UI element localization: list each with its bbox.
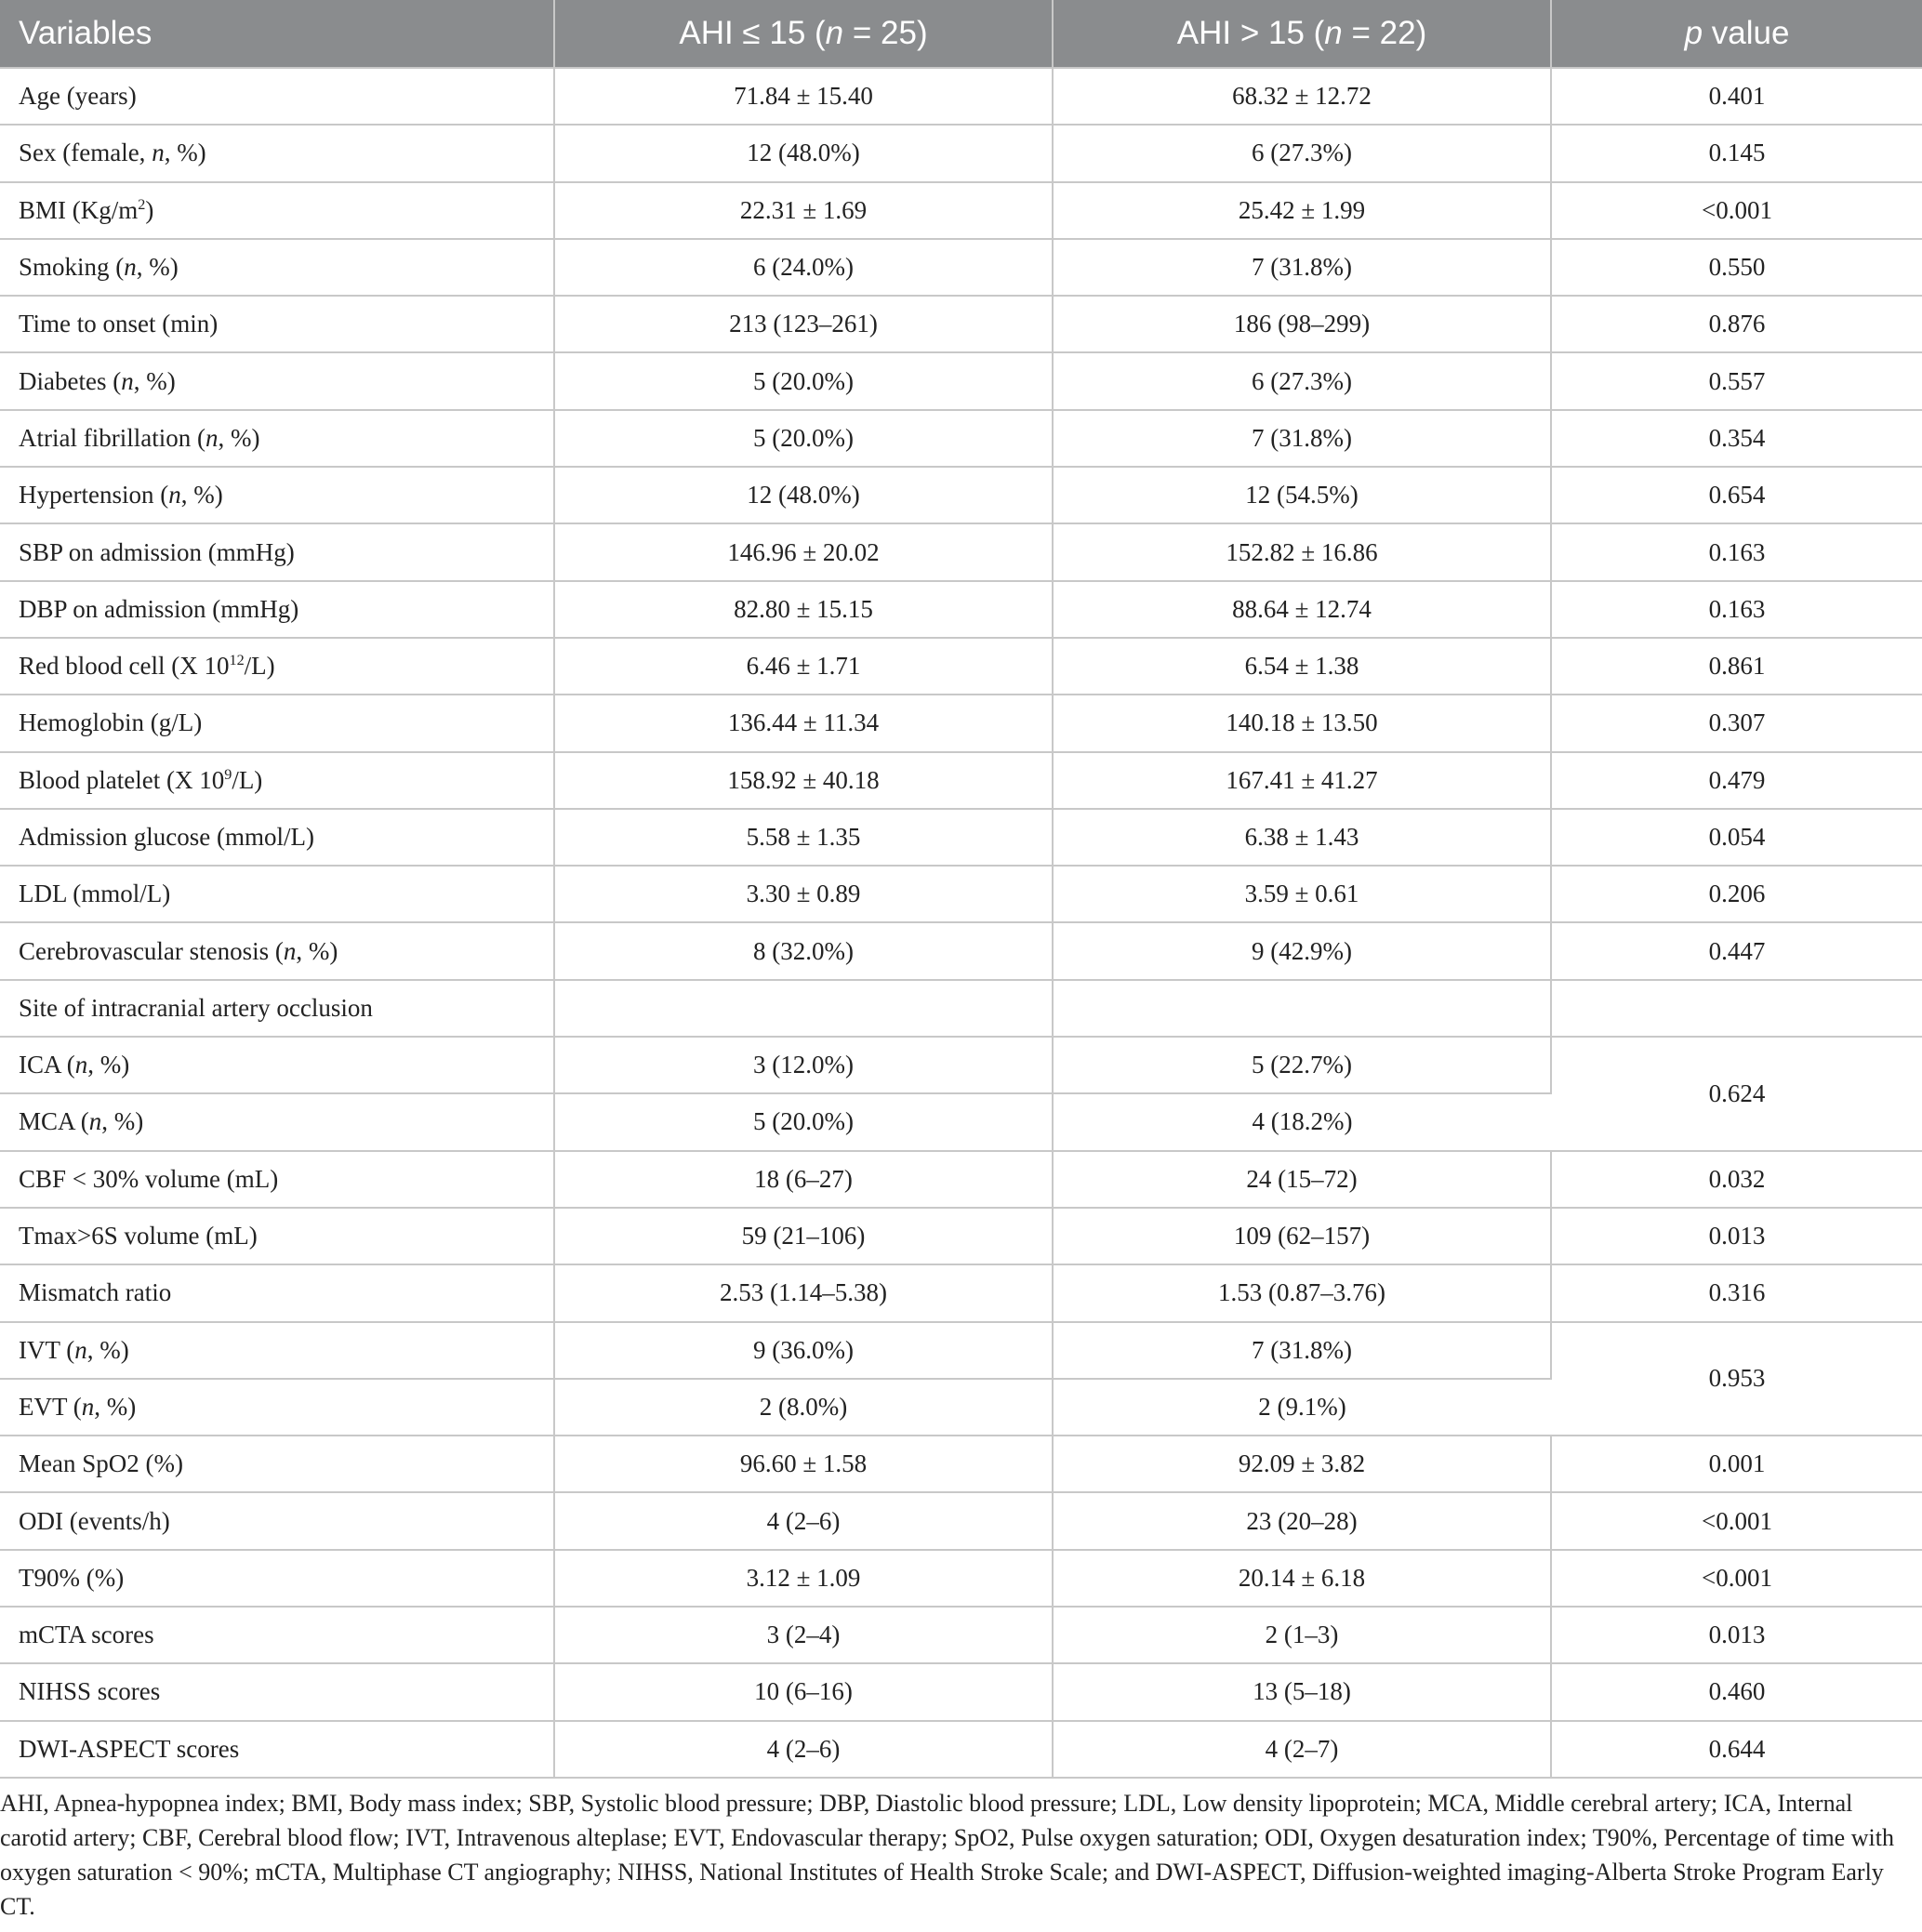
table-row <box>0 410 1922 467</box>
table-row <box>0 352 1922 409</box>
variable-label-pre: Red blood cell (X 10 <box>19 652 230 681</box>
table-row <box>0 1208 1922 1264</box>
table-row <box>0 1663 1922 1720</box>
ahi-high-value <box>1053 980 1551 1037</box>
variable-cell <box>0 638 554 695</box>
table-row <box>0 1607 1922 1663</box>
ahi-low-value: 12 (48.0%) <box>554 467 1053 523</box>
variable-label-post2: ) <box>145 195 154 224</box>
variable-label-pre: Age (years) <box>19 82 137 111</box>
variable-label-pre: MCA ( <box>19 1107 89 1136</box>
variable-label-pre: EVT ( <box>19 1392 82 1421</box>
p-value: 0.013 <box>1551 1607 1922 1663</box>
variable-label-pre: IVT ( <box>19 1335 75 1364</box>
ahi-low-value: 5 (20.0%) <box>554 410 1053 467</box>
variable-label-pre: Hemoglobin (g/L) <box>19 708 203 737</box>
variable-cell <box>0 1037 554 1093</box>
header-ahi-high-prefix: AHI > 15 ( <box>1176 15 1325 51</box>
ahi-low-value: 3 (12.0%) <box>554 1037 1053 1093</box>
ahi-low-value: 136.44 ± 11.34 <box>554 695 1053 751</box>
variable-label-post: , %) <box>164 139 206 167</box>
ahi-low-value: 6 (24.0%) <box>554 239 1053 296</box>
variable-label-it: n <box>205 423 219 452</box>
ahi-high-value: 1.53 (0.87–3.76) <box>1053 1264 1551 1321</box>
variable-cell <box>0 125 554 181</box>
p-value: 0.307 <box>1551 695 1922 751</box>
p-value: 0.460 <box>1551 1663 1922 1720</box>
variable-label-sup: 9 <box>224 765 232 783</box>
variable-label-pre: Diabetes ( <box>19 366 122 395</box>
variable-cell <box>0 1721 554 1778</box>
variable-label-pre: DWI-ASPECT scores <box>19 1734 240 1763</box>
header-ahi-low-prefix: AHI ≤ 15 ( <box>679 15 826 51</box>
variable-label-pre: Site of intracranial artery occlusion <box>19 993 373 1022</box>
variable-cell <box>0 1322 554 1379</box>
table-row <box>0 182 1922 239</box>
table-row <box>0 239 1922 296</box>
variable-label-pre: ODI (events/h) <box>19 1506 170 1535</box>
table-row <box>0 695 1922 751</box>
p-value: 0.654 <box>1551 467 1922 523</box>
table-row <box>0 1264 1922 1321</box>
ahi-low-value: 5.58 ± 1.35 <box>554 809 1053 866</box>
table-body <box>0 68 1922 1778</box>
variable-label-pre: NIHSS scores <box>19 1677 161 1706</box>
ahi-high-value: 4 (2–7) <box>1053 1721 1551 1778</box>
ahi-high-value: 140.18 ± 13.50 <box>1053 695 1551 751</box>
table-row <box>0 68 1922 125</box>
ahi-high-value: 24 (15–72) <box>1053 1151 1551 1208</box>
ahi-high-value: 7 (31.8%) <box>1053 1322 1551 1379</box>
variable-label-pre: Mean SpO2 (%) <box>19 1449 183 1478</box>
variable-cell <box>0 1264 554 1321</box>
variable-label-pre: ICA ( <box>19 1051 75 1079</box>
p-value: <0.001 <box>1551 182 1922 239</box>
variable-label-pre: Smoking ( <box>19 253 125 282</box>
variable-cell <box>0 809 554 866</box>
variable-label-post: , %) <box>87 1051 130 1079</box>
p-value: 0.876 <box>1551 296 1922 352</box>
variable-label-pre: T90% (%) <box>19 1563 125 1592</box>
ahi-high-value: 12 (54.5%) <box>1053 467 1551 523</box>
variable-label-post: , %) <box>136 253 179 282</box>
ahi-high-value: 13 (5–18) <box>1053 1663 1551 1720</box>
p-value: 0.624 <box>1551 1037 1922 1151</box>
ahi-low-value: 5 (20.0%) <box>554 1093 1053 1150</box>
variable-label-post: , %) <box>218 423 260 452</box>
header-p-value <box>1551 0 1922 68</box>
variable-cell <box>0 523 554 580</box>
ahi-high-value: 6.38 ± 1.43 <box>1053 809 1551 866</box>
variable-cell <box>0 68 554 125</box>
ahi-low-value: 4 (2–6) <box>554 1492 1053 1549</box>
variable-cell <box>0 1436 554 1492</box>
variable-cell <box>0 352 554 409</box>
variable-cell <box>0 980 554 1037</box>
table-row <box>0 523 1922 580</box>
variable-label-post2: /L) <box>232 765 263 794</box>
table-row <box>0 638 1922 695</box>
ahi-high-value: 109 (62–157) <box>1053 1208 1551 1264</box>
variable-label-it: n <box>81 1392 95 1421</box>
ahi-low-value: 5 (20.0%) <box>554 352 1053 409</box>
table-row <box>0 866 1922 922</box>
p-value: <0.001 <box>1551 1492 1922 1549</box>
ahi-low-value: 3.12 ± 1.09 <box>554 1550 1053 1607</box>
p-value: 0.163 <box>1551 523 1922 580</box>
ahi-high-value: 6 (27.3%) <box>1053 352 1551 409</box>
table-row <box>0 581 1922 638</box>
variable-label-pre: Time to onset (min) <box>19 310 219 338</box>
ahi-low-value: 213 (123–261) <box>554 296 1053 352</box>
variable-label-pre: Hypertension ( <box>19 481 169 509</box>
variable-label-it: n <box>283 936 297 965</box>
table-row <box>0 1492 1922 1549</box>
variable-cell <box>0 1208 554 1264</box>
variable-label-pre: Cerebrovascular stenosis ( <box>19 936 284 965</box>
ahi-high-value: 68.32 ± 12.72 <box>1053 68 1551 125</box>
ahi-high-value: 9 (42.9%) <box>1053 922 1551 979</box>
p-value: 0.206 <box>1551 866 1922 922</box>
table-row <box>0 922 1922 979</box>
p-value: 0.354 <box>1551 410 1922 467</box>
header-ahi-high-n: n <box>1324 15 1343 51</box>
ahi-low-value: 8 (32.0%) <box>554 922 1053 979</box>
ahi-high-value: 152.82 ± 16.86 <box>1053 523 1551 580</box>
variable-label-pre: Tmax>6S volume (mL) <box>19 1222 258 1251</box>
variable-cell <box>0 922 554 979</box>
header-p-suffix: value <box>1703 15 1790 51</box>
ahi-high-value: 7 (31.8%) <box>1053 410 1551 467</box>
p-value: 0.557 <box>1551 352 1922 409</box>
p-value: 0.054 <box>1551 809 1922 866</box>
variable-cell <box>0 866 554 922</box>
ahi-high-value: 6 (27.3%) <box>1053 125 1551 181</box>
p-value: 0.550 <box>1551 239 1922 296</box>
p-value: 0.001 <box>1551 1436 1922 1492</box>
ahi-high-value: 6.54 ± 1.38 <box>1053 638 1551 695</box>
ahi-high-value: 186 (98–299) <box>1053 296 1551 352</box>
header-ahi-low-n: n <box>825 15 844 51</box>
variable-cell <box>0 1093 554 1150</box>
p-value: 0.032 <box>1551 1151 1922 1208</box>
header-ahi-low <box>554 0 1053 68</box>
header-p-letter: p <box>1684 15 1703 51</box>
variable-cell <box>0 410 554 467</box>
variable-cell <box>0 182 554 239</box>
ahi-low-value: 18 (6–27) <box>554 1151 1053 1208</box>
header-variables-label: Variables <box>19 15 152 51</box>
variable-label-post: , %) <box>101 1107 144 1136</box>
variable-cell <box>0 1663 554 1720</box>
ahi-low-value: 82.80 ± 15.15 <box>554 581 1053 638</box>
variable-label-post: , %) <box>94 1392 137 1421</box>
table-row <box>0 1721 1922 1778</box>
table-row <box>0 1550 1922 1607</box>
variable-cell <box>0 1379 554 1436</box>
ahi-low-value: 10 (6–16) <box>554 1663 1053 1720</box>
p-value <box>1551 980 1922 1037</box>
table-row <box>0 809 1922 866</box>
variable-label-post: , %) <box>296 936 338 965</box>
ahi-low-value: 158.92 ± 40.18 <box>554 752 1053 809</box>
ahi-high-value: 2 (1–3) <box>1053 1607 1551 1663</box>
p-value: 0.953 <box>1551 1322 1922 1436</box>
variable-label-it: n <box>168 481 181 509</box>
variable-label-pre: LDL (mmol/L) <box>19 880 171 908</box>
ahi-high-value: 92.09 ± 3.82 <box>1053 1436 1551 1492</box>
ahi-high-value: 3.59 ± 0.61 <box>1053 866 1551 922</box>
p-value: 0.163 <box>1551 581 1922 638</box>
variable-label-it: n <box>121 366 134 395</box>
p-value: 0.401 <box>1551 68 1922 125</box>
ahi-low-value: 3.30 ± 0.89 <box>554 866 1053 922</box>
table-footnote: AHI, Apnea-hypopnea index; BMI, Body mass index; SBP, Systolic blood pressure; DBP, Diastolic blood pressure; LDL, Low density lipoprotein; MCA, Middle cerebral artery; ICA, Internal carotid artery; CBF, Cerebral blood flow; IVT, Intravenous alteplase; EVT, Endovascular therapy; SpO2, Pulse oxygen saturation; ODI, Oxygen desaturation index; T90%, Percentage of time with oxygen saturation < 90%; mCTA, Multiphase CT angiography; NIHSS, National Institutes of Health Stroke Scale; and DWI-ASPECT, Diffusion-weighted imaging-Alberta Stroke Program Early CT. <box>0 1790 1894 1920</box>
ahi-low-value: 59 (21–106) <box>554 1208 1053 1264</box>
header-variables <box>0 0 554 68</box>
variable-label-it: n <box>152 139 165 167</box>
ahi-low-value: 4 (2–6) <box>554 1721 1053 1778</box>
variable-label-pre: Atrial fibrillation ( <box>19 423 205 452</box>
table-header-row <box>0 0 1922 68</box>
p-value: 0.644 <box>1551 1721 1922 1778</box>
variable-label-pre: Blood platelet (X 10 <box>19 765 225 794</box>
ahi-high-value: 25.42 ± 1.99 <box>1053 182 1551 239</box>
variable-label-pre: Admission glucose (mmol/L) <box>19 823 314 851</box>
variable-label-pre: DBP on admission (mmHg) <box>19 594 299 623</box>
variable-cell <box>0 296 554 352</box>
header-ahi-low-suffix: = 25) <box>843 15 928 51</box>
ahi-low-value: 6.46 ± 1.71 <box>554 638 1053 695</box>
variable-label-pre: mCTA scores <box>19 1621 154 1649</box>
variable-cell <box>0 1151 554 1208</box>
ahi-high-value: 7 (31.8%) <box>1053 239 1551 296</box>
variable-label-pre: Sex (female, <box>19 139 152 167</box>
ahi-high-value: 23 (20–28) <box>1053 1492 1551 1549</box>
table-row <box>0 980 1922 1037</box>
variable-label-it: n <box>124 253 137 282</box>
p-value: 0.316 <box>1551 1264 1922 1321</box>
table-row <box>0 1322 1922 1379</box>
variable-cell <box>0 695 554 751</box>
variable-label-it: n <box>74 1335 87 1364</box>
ahi-high-value: 4 (18.2%) <box>1053 1093 1551 1150</box>
ahi-low-value: 9 (36.0%) <box>554 1322 1053 1379</box>
variable-label-post2: /L) <box>244 652 275 681</box>
ahi-low-value: 146.96 ± 20.02 <box>554 523 1053 580</box>
table-row <box>0 1436 1922 1492</box>
table-row <box>0 1151 1922 1208</box>
table-row <box>0 752 1922 809</box>
variable-label-it: n <box>88 1107 102 1136</box>
p-value: 0.479 <box>1551 752 1922 809</box>
ahi-low-value: 2.53 (1.14–5.38) <box>554 1264 1053 1321</box>
variable-cell <box>0 239 554 296</box>
header-ahi-high <box>1053 0 1551 68</box>
ahi-low-value: 71.84 ± 15.40 <box>554 68 1053 125</box>
ahi-high-value: 5 (22.7%) <box>1053 1037 1551 1093</box>
ahi-low-value <box>554 980 1053 1037</box>
ahi-low-value: 3 (2–4) <box>554 1607 1053 1663</box>
variable-label-pre: BMI (Kg/m <box>19 195 139 224</box>
p-value: 0.861 <box>1551 638 1922 695</box>
ahi-high-value: 88.64 ± 12.74 <box>1053 581 1551 638</box>
variable-cell <box>0 1550 554 1607</box>
header-ahi-high-suffix: = 22) <box>1342 15 1427 51</box>
ahi-low-value: 2 (8.0%) <box>554 1379 1053 1436</box>
variable-label-pre: CBF < 30% volume (mL) <box>19 1164 279 1193</box>
ahi-low-value: 22.31 ± 1.69 <box>554 182 1053 239</box>
variable-cell <box>0 581 554 638</box>
ahi-low-value: 12 (48.0%) <box>554 125 1053 181</box>
table-row <box>0 467 1922 523</box>
variable-label-post: , %) <box>86 1335 129 1364</box>
variable-label-sup: 2 <box>138 195 146 213</box>
table-row <box>0 125 1922 181</box>
ahi-high-value: 167.41 ± 41.27 <box>1053 752 1551 809</box>
p-value: <0.001 <box>1551 1550 1922 1607</box>
p-value: 0.145 <box>1551 125 1922 181</box>
p-value: 0.013 <box>1551 1208 1922 1264</box>
variable-cell <box>0 752 554 809</box>
table-row <box>0 296 1922 352</box>
table-row <box>0 1037 1922 1093</box>
variable-label-sup: 12 <box>229 652 245 669</box>
variable-label-it: n <box>74 1051 88 1079</box>
ahi-high-value: 20.14 ± 6.18 <box>1053 1550 1551 1607</box>
variable-label-post: , %) <box>180 481 223 509</box>
variable-label-post: , %) <box>133 366 176 395</box>
variable-cell <box>0 1607 554 1663</box>
p-value: 0.447 <box>1551 922 1922 979</box>
variable-label-pre: SBP on admission (mmHg) <box>19 537 295 566</box>
variable-cell <box>0 467 554 523</box>
ahi-low-value: 96.60 ± 1.58 <box>554 1436 1053 1492</box>
variable-label-pre: Mismatch ratio <box>19 1278 172 1307</box>
ahi-high-value: 2 (9.1%) <box>1053 1379 1551 1436</box>
variable-cell <box>0 1492 554 1549</box>
